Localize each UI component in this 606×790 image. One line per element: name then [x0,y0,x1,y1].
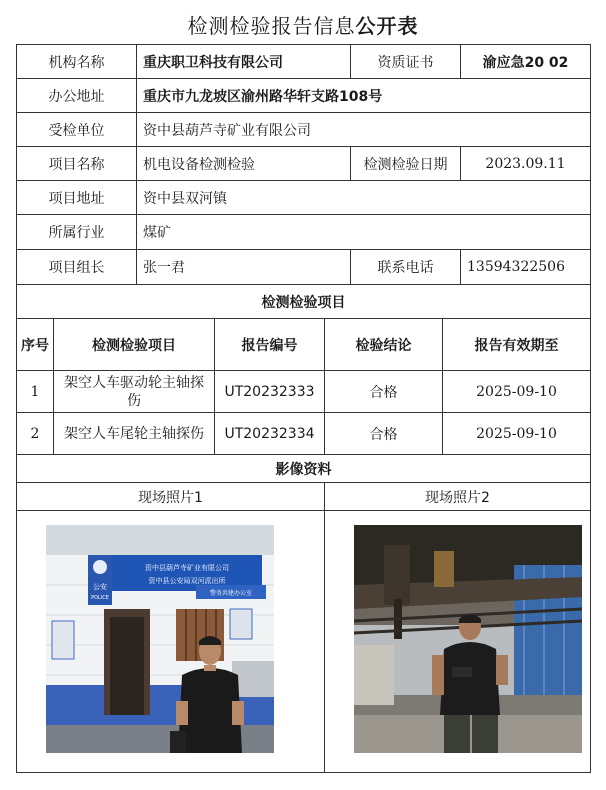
row2-no: 2 [17,413,54,455]
row-images-section [17,455,591,483]
header-item: 检测检验项目 [54,319,215,371]
row-project [17,147,591,181]
org-value: 重庆职卫科技有限公司 [137,45,351,79]
photo2-label: 现场照片2 [325,483,591,511]
row2-result: 合格 [325,413,443,455]
leader-value: 张一君 [137,250,351,285]
row2-valid: 2025-09-10 [443,413,591,455]
table-row [17,371,591,413]
phone-label: 联系电话 [351,250,461,285]
row1-result: 合格 [325,371,443,413]
phone-value: 13594322506 [461,250,591,285]
photo1-police-sign: 公安 [93,583,107,591]
project-value: 机电设备检测检验 [137,147,351,181]
header-report: 报告编号 [215,319,325,371]
site-label: 项目地址 [17,181,137,215]
date-label: 检测检验日期 [351,147,461,181]
addr-label: 办公地址 [17,79,137,113]
header-no: 序号 [17,319,54,371]
photo1-police-en: POLICE [91,595,109,601]
industry-label: 所属行业 [17,215,137,250]
site-value: 资中县双河镇 [137,181,591,215]
row1-report: UT20232333 [215,371,325,413]
row-industry [17,215,591,250]
items-header-row [17,319,591,371]
row2-item: 架空人车尾轮主轴探伤 [54,413,215,455]
cert-label: 资质证书 [351,45,461,79]
project-label: 项目名称 [17,147,137,181]
site-photo-1-graphic [46,525,274,753]
site-photo-1 [46,525,274,753]
page-title-prefix: 检测检验报告信息 [187,14,356,38]
row-client [17,113,591,147]
photo1-label: 现场照片1 [17,483,325,511]
addr-value: 重庆市九龙坡区渝州路华轩支路108号 [137,79,591,113]
row1-item: 架空人车驱动轮主轴探伤 [54,371,215,413]
header-valid: 报告有效期至 [443,319,591,371]
photo1-sign-line1: 资中县葫芦寺矿业有限公司 [145,564,229,572]
photo1-sign-line2: 资中县公安局双河派出所 [148,577,226,585]
row1-valid: 2025-09-10 [443,371,591,413]
org-label: 机构名称 [17,45,137,79]
table-row [17,413,591,455]
row-leader [17,250,591,285]
leader-label: 项目组长 [17,250,137,285]
row-photos [17,511,591,773]
items-section-title: 检测检验项目 [17,285,591,319]
site-photo-2-graphic [354,525,582,753]
row-photo-labels [17,483,591,511]
header-result: 检验结论 [325,319,443,371]
page-title-suffix: 公开表 [355,14,419,38]
cert-value: 渝应急20 02 [461,45,591,79]
photo2-cell [325,511,591,773]
row2-report: UT20232334 [215,413,325,455]
site-photo-2 [354,525,582,753]
row-site [17,181,591,215]
report-table [16,44,591,773]
row1-no: 1 [17,371,54,413]
client-label: 受检单位 [17,113,137,147]
date-value: 2023.09.11 [461,147,591,181]
page-title [0,10,606,39]
row-org [17,45,591,79]
photo1-cell [17,511,325,773]
row-address [17,79,591,113]
photo1-side-sign: 警务共建办公室 [209,590,253,597]
industry-value: 煤矿 [137,215,591,250]
client-value: 资中县葫芦寺矿业有限公司 [137,113,591,147]
images-section-title: 影像资料 [17,455,591,483]
row-items-section [17,285,591,319]
